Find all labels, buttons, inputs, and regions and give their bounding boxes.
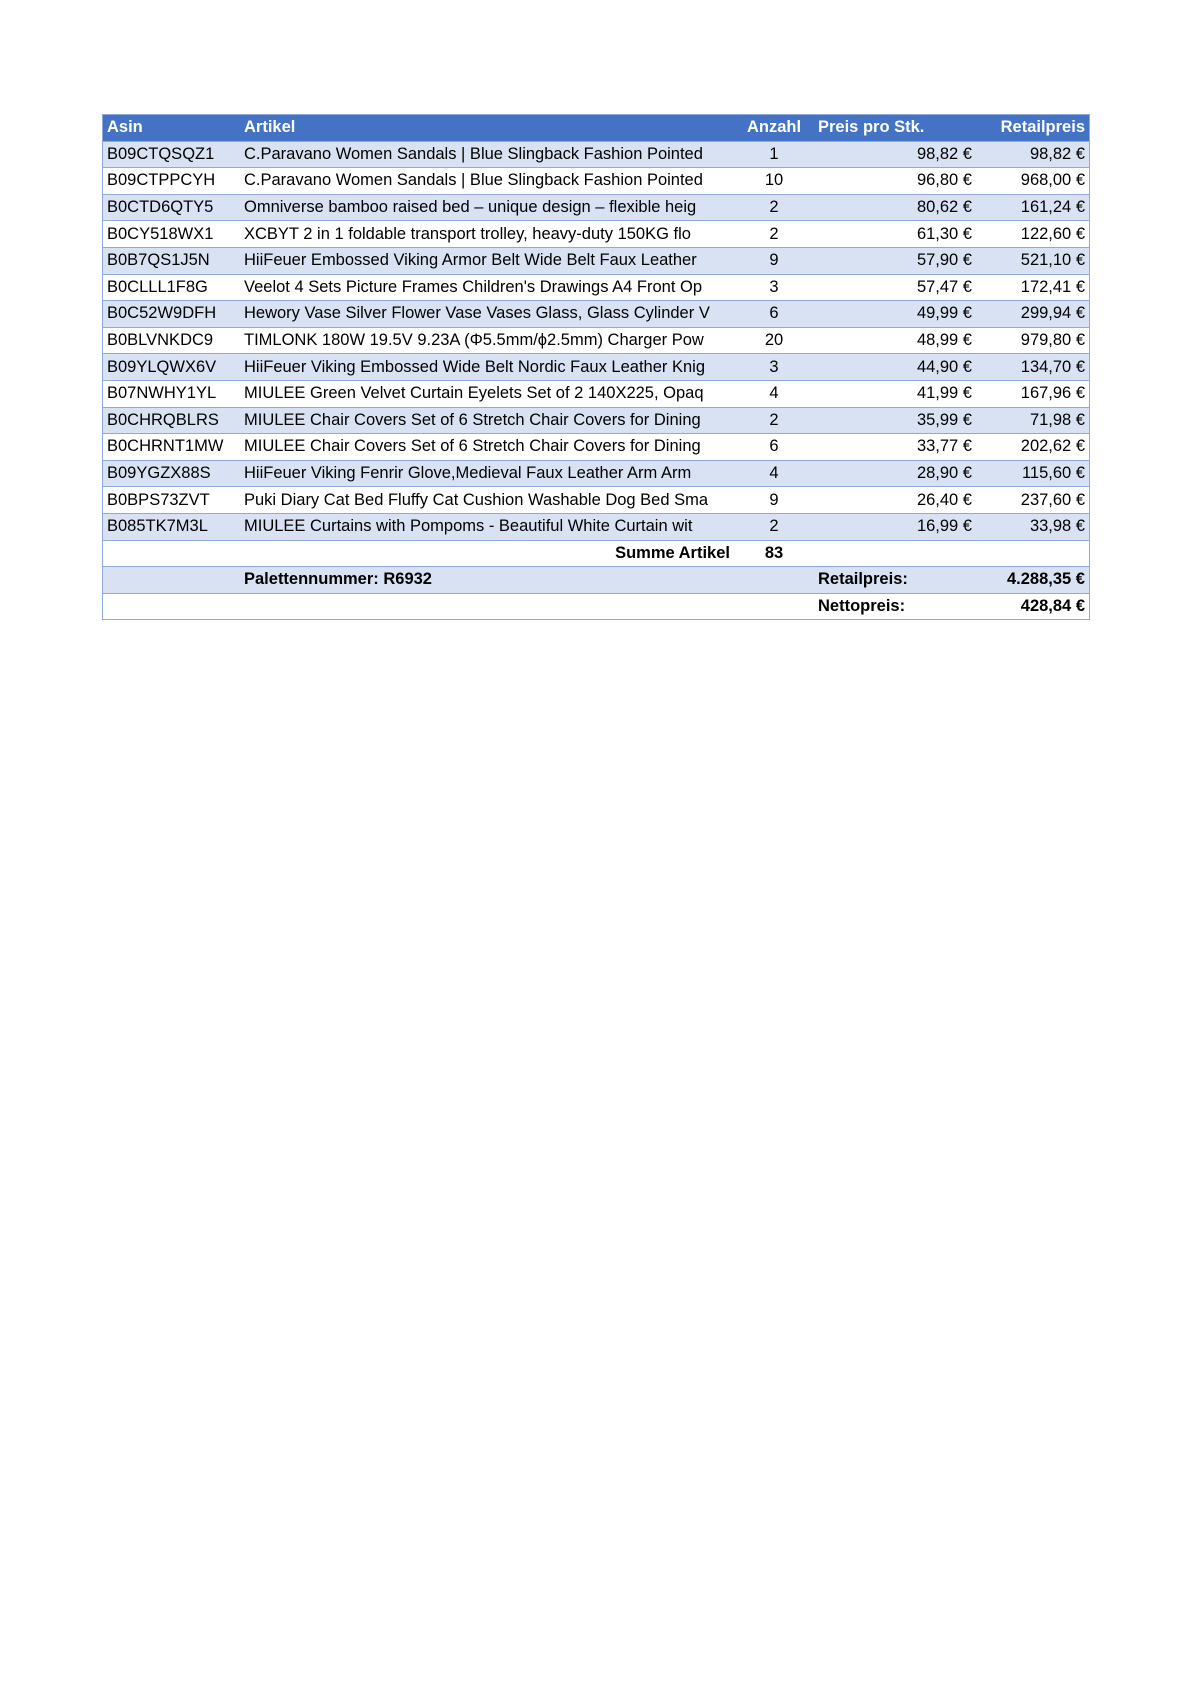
table-row xyxy=(103,301,1089,328)
cell-retailpreis: 33,98 € xyxy=(976,513,1089,540)
table-row xyxy=(103,168,1089,195)
cell-retailpreis: 521,10 € xyxy=(976,247,1089,274)
table-row xyxy=(103,380,1089,407)
cell-artikel: HiiFeuer Viking Fenrir Glove,Medieval Faux Leather Arm Arm xyxy=(240,460,734,487)
summary-empty xyxy=(814,540,976,567)
cell-preis: 49,99 € xyxy=(814,301,976,328)
cell-anzahl: 10 xyxy=(734,168,814,195)
cell-preis: 28,90 € xyxy=(814,460,976,487)
cell-artikel: MIULEE Chair Covers Set of 6 Stretch Chair Covers for Dining xyxy=(240,434,734,461)
summe-artikel-label: Summe Artikel xyxy=(240,540,734,567)
cell-retailpreis: 71,98 € xyxy=(976,407,1089,434)
cell-preis: 16,99 € xyxy=(814,513,976,540)
cell-anzahl: 20 xyxy=(734,327,814,354)
cell-retailpreis: 968,00 € xyxy=(976,168,1089,195)
cell-preis: 61,30 € xyxy=(814,221,976,248)
cell-retailpreis: 122,60 € xyxy=(976,221,1089,248)
summary-row-retail xyxy=(103,567,1089,594)
cell-asin: B0CHRQBLRS xyxy=(103,407,240,434)
cell-anzahl: 3 xyxy=(734,354,814,381)
cell-anzahl: 4 xyxy=(734,460,814,487)
table-row xyxy=(103,513,1089,540)
cell-anzahl: 3 xyxy=(734,274,814,301)
cell-artikel: Hewory Vase Silver Flower Vase Vases Glass, Glass Cylinder V xyxy=(240,301,734,328)
header-asin: Asin xyxy=(103,115,240,141)
table-row xyxy=(103,487,1089,514)
retailpreis-total: 4.288,35 € xyxy=(976,567,1089,594)
table-row xyxy=(103,434,1089,461)
cell-anzahl: 1 xyxy=(734,141,814,168)
summary-empty xyxy=(734,593,814,619)
header-retailpreis: Retailpreis xyxy=(976,115,1089,141)
cell-asin: B0B7QS1J5N xyxy=(103,247,240,274)
cell-artikel: Veelot 4 Sets Picture Frames Children's Drawings A4 Front Op xyxy=(240,274,734,301)
cell-asin: B09YLQWX6V xyxy=(103,354,240,381)
items-table xyxy=(103,115,1089,619)
cell-anzahl: 2 xyxy=(734,194,814,221)
cell-retailpreis: 172,41 € xyxy=(976,274,1089,301)
table-row xyxy=(103,221,1089,248)
nettopreis-label: Nettopreis: xyxy=(814,593,976,619)
cell-retailpreis: 237,60 € xyxy=(976,487,1089,514)
cell-anzahl: 6 xyxy=(734,301,814,328)
summary-empty xyxy=(240,593,734,619)
cell-retailpreis: 98,82 € xyxy=(976,141,1089,168)
cell-asin: B0CHRNT1MW xyxy=(103,434,240,461)
cell-anzahl: 9 xyxy=(734,247,814,274)
palettennummer: Palettennummer: R6932 xyxy=(240,567,734,594)
pallet-manifest-table xyxy=(102,114,1090,620)
cell-artikel: C.Paravano Women Sandals | Blue Slingback Fashion Pointed xyxy=(240,168,734,195)
cell-artikel: HiiFeuer Embossed Viking Armor Belt Wide Belt Faux Leather xyxy=(240,247,734,274)
cell-artikel: XCBYT 2 in 1 foldable transport trolley, heavy-duty 150KG flo xyxy=(240,221,734,248)
header-preis: Preis pro Stk. xyxy=(814,115,976,141)
cell-preis: 80,62 € xyxy=(814,194,976,221)
cell-artikel: HiiFeuer Viking Embossed Wide Belt Nordic Faux Leather Knig xyxy=(240,354,734,381)
cell-retailpreis: 202,62 € xyxy=(976,434,1089,461)
cell-anzahl: 9 xyxy=(734,487,814,514)
items-body xyxy=(103,141,1089,540)
summary-row-netto xyxy=(103,593,1089,619)
summary-empty xyxy=(734,567,814,594)
cell-artikel: TIMLONK 180W 19.5V 9.23A (Φ5.5mm/ϕ2.5mm) Charger Pow xyxy=(240,327,734,354)
cell-preis: 57,90 € xyxy=(814,247,976,274)
cell-preis: 98,82 € xyxy=(814,141,976,168)
cell-preis: 96,80 € xyxy=(814,168,976,195)
cell-anzahl: 2 xyxy=(734,513,814,540)
cell-asin: B0CLLL1F8G xyxy=(103,274,240,301)
table-row xyxy=(103,247,1089,274)
cell-preis: 33,77 € xyxy=(814,434,976,461)
cell-artikel: C.Paravano Women Sandals | Blue Slingback Fashion Pointed xyxy=(240,141,734,168)
cell-retailpreis: 299,94 € xyxy=(976,301,1089,328)
cell-retailpreis: 979,80 € xyxy=(976,327,1089,354)
cell-asin: B0C52W9DFH xyxy=(103,301,240,328)
summary-empty xyxy=(103,593,240,619)
cell-artikel: Omniverse bamboo raised bed – unique design – flexible heig xyxy=(240,194,734,221)
cell-retailpreis: 161,24 € xyxy=(976,194,1089,221)
cell-preis: 44,90 € xyxy=(814,354,976,381)
header-artikel: Artikel xyxy=(240,115,734,141)
table-row xyxy=(103,354,1089,381)
cell-preis: 57,47 € xyxy=(814,274,976,301)
cell-asin: B0BPS73ZVT xyxy=(103,487,240,514)
summe-artikel-value: 83 xyxy=(734,540,814,567)
cell-anzahl: 4 xyxy=(734,380,814,407)
table-row xyxy=(103,327,1089,354)
summary-row-count xyxy=(103,540,1089,567)
cell-asin: B0CTD6QTY5 xyxy=(103,194,240,221)
table-row xyxy=(103,407,1089,434)
cell-artikel: MIULEE Chair Covers Set of 6 Stretch Chair Covers for Dining xyxy=(240,407,734,434)
summary-empty xyxy=(103,540,240,567)
table-row xyxy=(103,141,1089,168)
cell-asin: B085TK7M3L xyxy=(103,513,240,540)
table-row xyxy=(103,460,1089,487)
cell-preis: 35,99 € xyxy=(814,407,976,434)
header-anzahl: Anzahl xyxy=(734,115,814,141)
cell-retailpreis: 134,70 € xyxy=(976,354,1089,381)
retailpreis-label: Retailpreis: xyxy=(814,567,976,594)
cell-preis: 41,99 € xyxy=(814,380,976,407)
cell-anzahl: 2 xyxy=(734,407,814,434)
cell-retailpreis: 167,96 € xyxy=(976,380,1089,407)
cell-anzahl: 2 xyxy=(734,221,814,248)
header-row xyxy=(103,115,1089,141)
summary-empty xyxy=(976,540,1089,567)
cell-asin: B09YGZX88S xyxy=(103,460,240,487)
cell-retailpreis: 115,60 € xyxy=(976,460,1089,487)
cell-artikel: MIULEE Green Velvet Curtain Eyelets Set of 2 140X225, Opaq xyxy=(240,380,734,407)
cell-asin: B09CTQSQZ1 xyxy=(103,141,240,168)
cell-asin: B0BLVNKDC9 xyxy=(103,327,240,354)
cell-artikel: MIULEE Curtains with Pompoms - Beautiful White Curtain wit xyxy=(240,513,734,540)
cell-artikel: Puki Diary Cat Bed Fluffy Cat Cushion Washable Dog Bed Sma xyxy=(240,487,734,514)
cell-asin: B0CY518WX1 xyxy=(103,221,240,248)
table-row xyxy=(103,194,1089,221)
cell-asin: B07NWHY1YL xyxy=(103,380,240,407)
cell-asin: B09CTPPCYH xyxy=(103,168,240,195)
cell-anzahl: 6 xyxy=(734,434,814,461)
summary-empty xyxy=(103,567,240,594)
table-row xyxy=(103,274,1089,301)
cell-preis: 26,40 € xyxy=(814,487,976,514)
cell-preis: 48,99 € xyxy=(814,327,976,354)
nettopreis-total: 428,84 € xyxy=(976,593,1089,619)
